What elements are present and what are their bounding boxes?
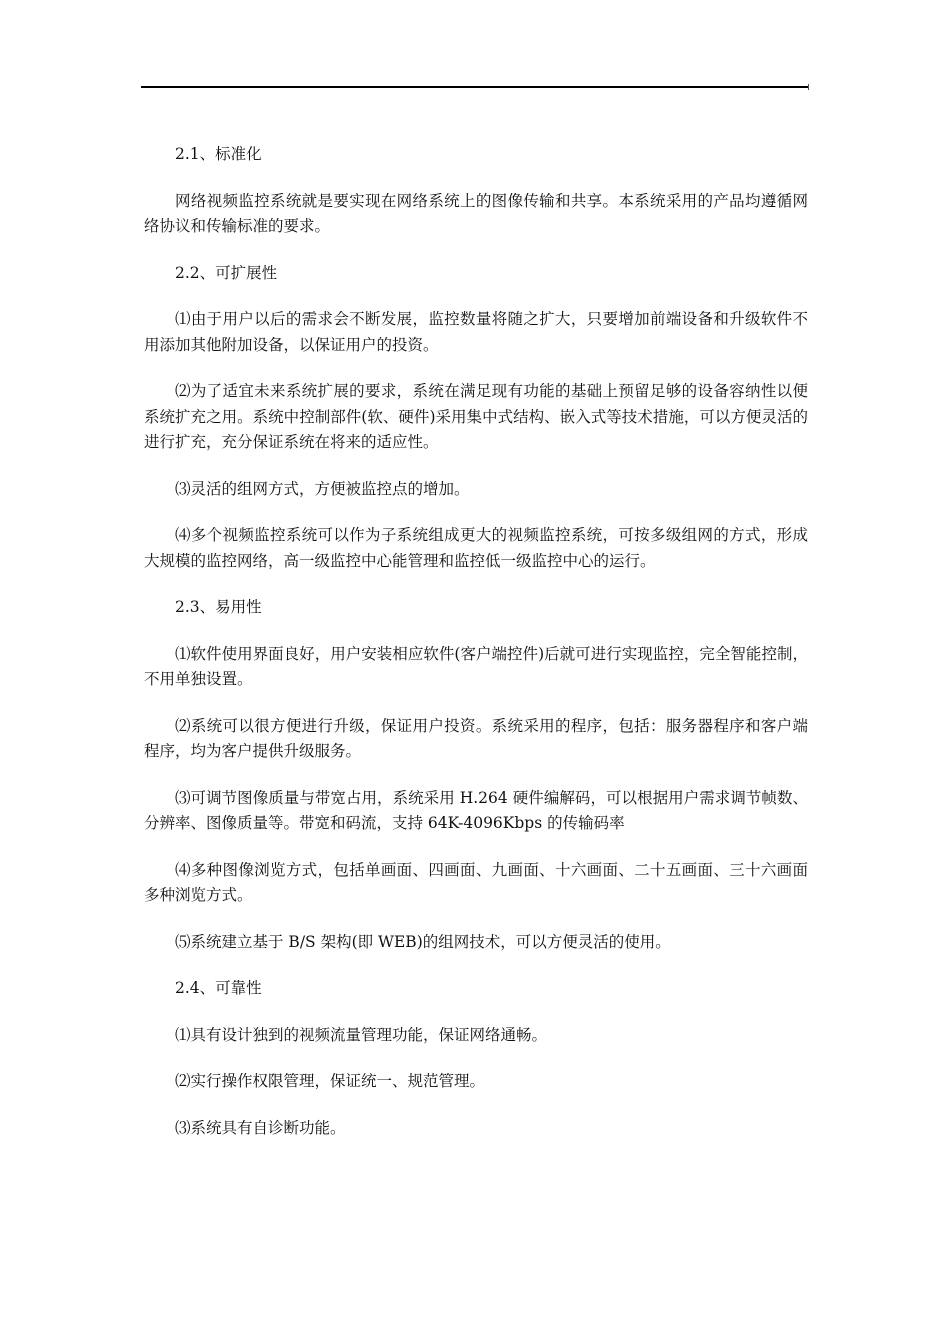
paragraph: ⑵系统可以很方便进行升级，保证用户投资。系统采用的程序，包括：服务器程序和客户端程序，均为客户提供升级服务。 — [144, 716, 808, 760]
paragraph: ⑶灵活的组网方式，方便被监控点的增加。 — [175, 479, 470, 498]
paragraph: ⑷多个视频监控系统可以作为子系统组成更大的视频监控系统，可按多级组网的方式，形成大规模的监控网络，高一级监控中心能管理和监控低一级监控中心的运行。 — [144, 526, 808, 570]
section-heading-scalability: 2.2、可扩展性 — [175, 263, 278, 282]
paragraph: ⑴由于用户以后的需求会不断发展，监控数量将随之扩大，只要增加前端设备和升级软件不用添加其他附加设备，以保证用户的投资。 — [144, 310, 808, 354]
paragraph: ⑵为了适宜未来系统扩展的要求，系统在满足现有功能的基础上预留足够的设备容纳性以便系统扩充之用。系统中控制部件(软、硬件)采用集中式结构、嵌入式等技术措施，可以方便灵活的进行扩充，充分保证系统在将来的适应性。 — [144, 382, 808, 451]
paragraph: ⑵实行操作权限管理，保证统一、规范管理。 — [175, 1072, 486, 1090]
document-body — [144, 142, 808, 1162]
header-rule-end-mark — [808, 84, 809, 90]
paragraph: ⑸系统建立基于 B/S 架构(即 WEB)的组网技术，可以方便灵活的使用。 — [175, 932, 671, 951]
paragraph: ⑶可调节图像质量与带宽占用，系统采用 H.264 硬件编解码，可以根据用户需求调节帧数、分辨率、图像质量等。带宽和码流，支持 64K-4096Kbps 的传输码率 — [144, 788, 808, 832]
header-rule — [141, 86, 808, 88]
section-heading-reliability: 2.4、可靠性 — [175, 979, 262, 997]
paragraph: ⑶系统具有自诊断功能。 — [175, 1118, 346, 1137]
section-heading-usability: 2.3、易用性 — [175, 598, 262, 616]
paragraph: ⑷多种图像浏览方式，包括单画面、四画面、九画面、十六画面、二十五画面、三十六画面多种浏览方式。 — [144, 860, 808, 904]
paragraph: 网络视频监控系统就是要实现在网络系统上的图像传输和共享。本系统采用的产品均遵循网络协议和传输标准的要求。 — [144, 191, 808, 235]
section-heading-standardization: 2.1、标准化 — [175, 145, 262, 163]
paragraph: ⑴软件使用界面良好，用户安装相应软件(客户端控件)后就可进行实现监控，完全智能控制，不用单独设置。 — [144, 644, 808, 688]
paragraph: ⑴具有设计独到的视频流量管理功能，保证网络通畅。 — [175, 1025, 548, 1044]
